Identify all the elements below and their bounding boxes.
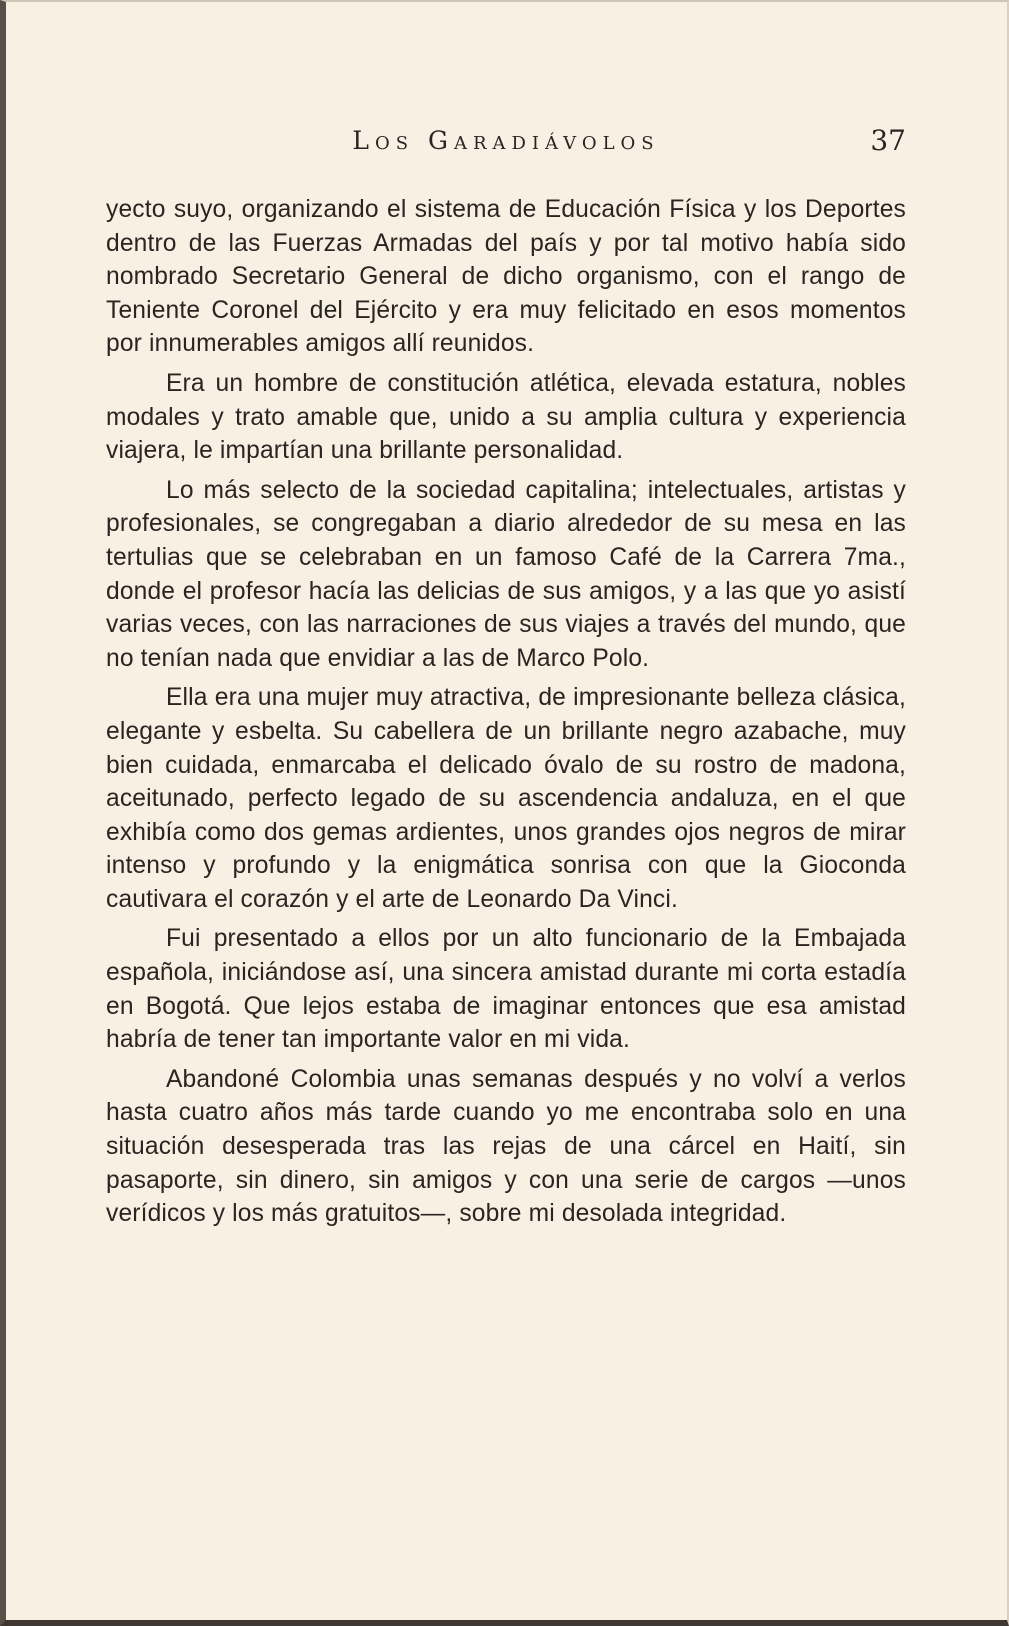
paragraph-description-woman: Ella era una mujer muy atractiva, de impresionante belleza clásica, elegante y esbelta. Su cabellera de un brillante negro azabache, muy bien cuidada, enmarcaba el delicado óvalo de su rostro de madona, aceitunado, perfecto legado de su ascendencia andaluza, en el que exhibía como dos gemas ardientes, unos grandes ojos negros de mirar intenso y profundo y la enigmática sonrisa con que la Gioconda cautivara el corazón y el arte de Leonardo Da Vinci. xyxy=(106,684,906,913)
paragraph-introduction: Fui presentado a ellos por un alto funcionario de la Embajada española, iniciándose así, una sincera amistad durante mi corta estadía en Bogotá. Que lejos estaba de imaginar entonces que esa amistad habría de tener tan importante valor en mi vida. xyxy=(106,925,906,1054)
running-title: Los Garadiávolos xyxy=(352,126,660,155)
paragraph-description-man: Era un hombre de constitución atlética, elevada estatura, nobles modales y trato amable que, unido a su amplia cultura y experiencia viajera, le impartían una brillante personalidad. xyxy=(106,369,906,465)
paragraph-departure: Abandoné Colombia unas semanas después y no volví a verlos hasta cuatro años más tarde cuando yo me encontraba solo en una situación desesperada tras las rejas de una cárcel en Haití, sin pasaporte, sin dinero, sin amigos y con una serie de cargos —unos verídicos y los más gratuitos—, sobre mi desolada integridad. xyxy=(106,1065,906,1228)
page-number: 37 xyxy=(870,124,906,157)
paragraph-continuation: yecto suyo, organizando el sistema de Educación Física y los Deportes dentro de las Fuerzas Armadas del país y por tal motivo había sido nombrado Secretario General de dicho organismo, con el rango de Teniente Coronel del Ejército y era muy felicitado en esos momentos por innumerables amigos allí reunidos. xyxy=(106,196,906,358)
paragraph-tertulias: Lo más selecto de la sociedad capitalina; intelectuales, artistas y profesionales, se congregaban a diario alrededor de su mesa en las tertulias que se celebraban en un famoso Café de la Carrera 7ma., donde el profesor hacía las delicias de sus amigos, y a las que yo asistí varias veces, con las narraciones de sus viajes a través del mundo, que no tenían nada que envidiar a las de Marco Polo. xyxy=(106,476,906,672)
running-head xyxy=(106,122,906,166)
body-text xyxy=(106,193,906,1231)
